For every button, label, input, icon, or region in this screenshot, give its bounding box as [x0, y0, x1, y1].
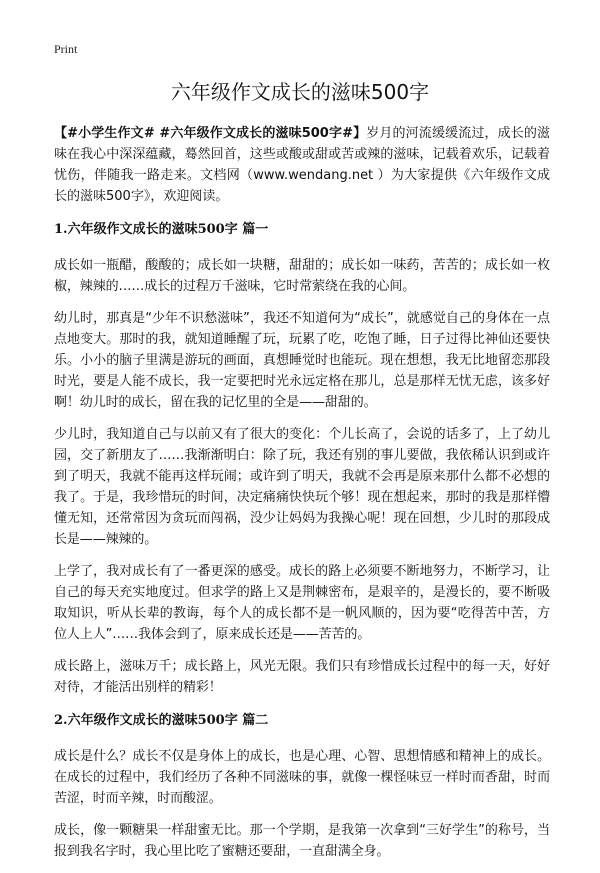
page-title: 六年级作文成长的滋味500字 — [170, 80, 430, 104]
section-1-paragraph-1: 成长如一瓶醋，酸酸的；成长如一块糖，甜甜的；成长如一味药，苦苦的；成长如一枚椒，辣辣的……成长的过程万千滋味，它时常萦绕在我的心间。 — [54, 258, 550, 294]
section-1-paragraph-2: 幼儿时，那真是“少年不识愁滋味”，我还不知道何为“成长”，就感觉自己的身体在一点点地变大。那时的我，就知道睡醒了玩，玩累了吃，吃饱了睡，日子过得比神仙还要快乐。小小的脑子里满是游玩的画面，真想睡觉时也能玩。现在想想，我无比地留恋那段时光，要是人能不成长，我一定要把时光永远定格在那儿，总是那样无忧无虑，该多好啊！幼儿时的成长，留在我的记忆里的全是——甜甜的。 — [54, 311, 550, 410]
intro-tag[interactable]: 【#小学生作文# #六年级作文成长的滋味500字#】 — [54, 126, 367, 141]
section-heading-2: 2.六年级作文成长的滋味500字 篇二 — [54, 713, 269, 728]
section-2-paragraph-2: 成长，像一颗糖果一样甜蜜无比。那一个学期，是我第一次拿到“三好学生”的称号，当报到我名字时，我心里比吃了蜜糖还要甜，一直甜满全身。 — [54, 823, 550, 859]
article-body — [54, 123, 550, 873]
section-heading-1: 1.六年级作文成长的滋味500字 篇一 — [54, 222, 269, 237]
section-2-paragraph-1: 成长是什么？成长不仅是身体上的成长，也是心理、心智、思想情感和精神上的成长。在成长的过程中，我们经历了各种不同滋味的事，就像一棵怪味豆一样时而香甜，时而苦涩，时而辛辣，时而酸涩。 — [54, 749, 550, 806]
print-label[interactable]: Print — [54, 42, 78, 56]
section-1-paragraph-3: 少儿时，我知道自己与以前又有了很大的变化：个儿长高了，会说的话多了，上了幼儿园，交了新朋友了……我渐渐明白：除了玩，我还有别的事儿要做，我依稀认识到或许到了明天，我就不能再这样玩闹；或许到了明天，我就不会再是原来那什么都不必想的我了。于是，我珍惜玩的时间，决定痛痛快快玩个够！现在想起来，那时的我是那样懵懂无知，还常常因为贪玩而闯祸，没少让妈妈为我操心呢！现在回想，少儿时的那段成长是——辣辣的。 — [54, 427, 550, 547]
section-1-paragraph-5: 成长路上，滋味万千；成长路上，风光无限。我们只有珍惜成长过程中的每一天，好好对待，才能活出别样的精彩！ — [54, 659, 550, 695]
intro-paragraph — [54, 123, 550, 207]
intro-text: 岁月的河流缓缓流过，成长的滋味在我心中深深蕴藏，蓦然回首，这些或酸或甜或苦或辣的滋味，记载着欢乐，记载着忧伤，伴随我一路走来。文档网（www.wendang.net ）为大家提供《六年级作文成长的滋味500字》，欢迎阅读。 — [54, 126, 550, 204]
section-1-paragraph-4: 上学了，我对成长有了一番更深的感受。成长的路上必须要不断地努力，不断学习，让自己的每天充实地度过。但求学的路上又是荆棘密布，是艰辛的，是漫长的，要不断吸取知识，听从长辈的教诲，每个人的成长都不是一帆风顺的，因为要“吃得苦中苦，方位人上人”……我体会到了，原来成长还是——苦苦的。 — [54, 564, 550, 642]
